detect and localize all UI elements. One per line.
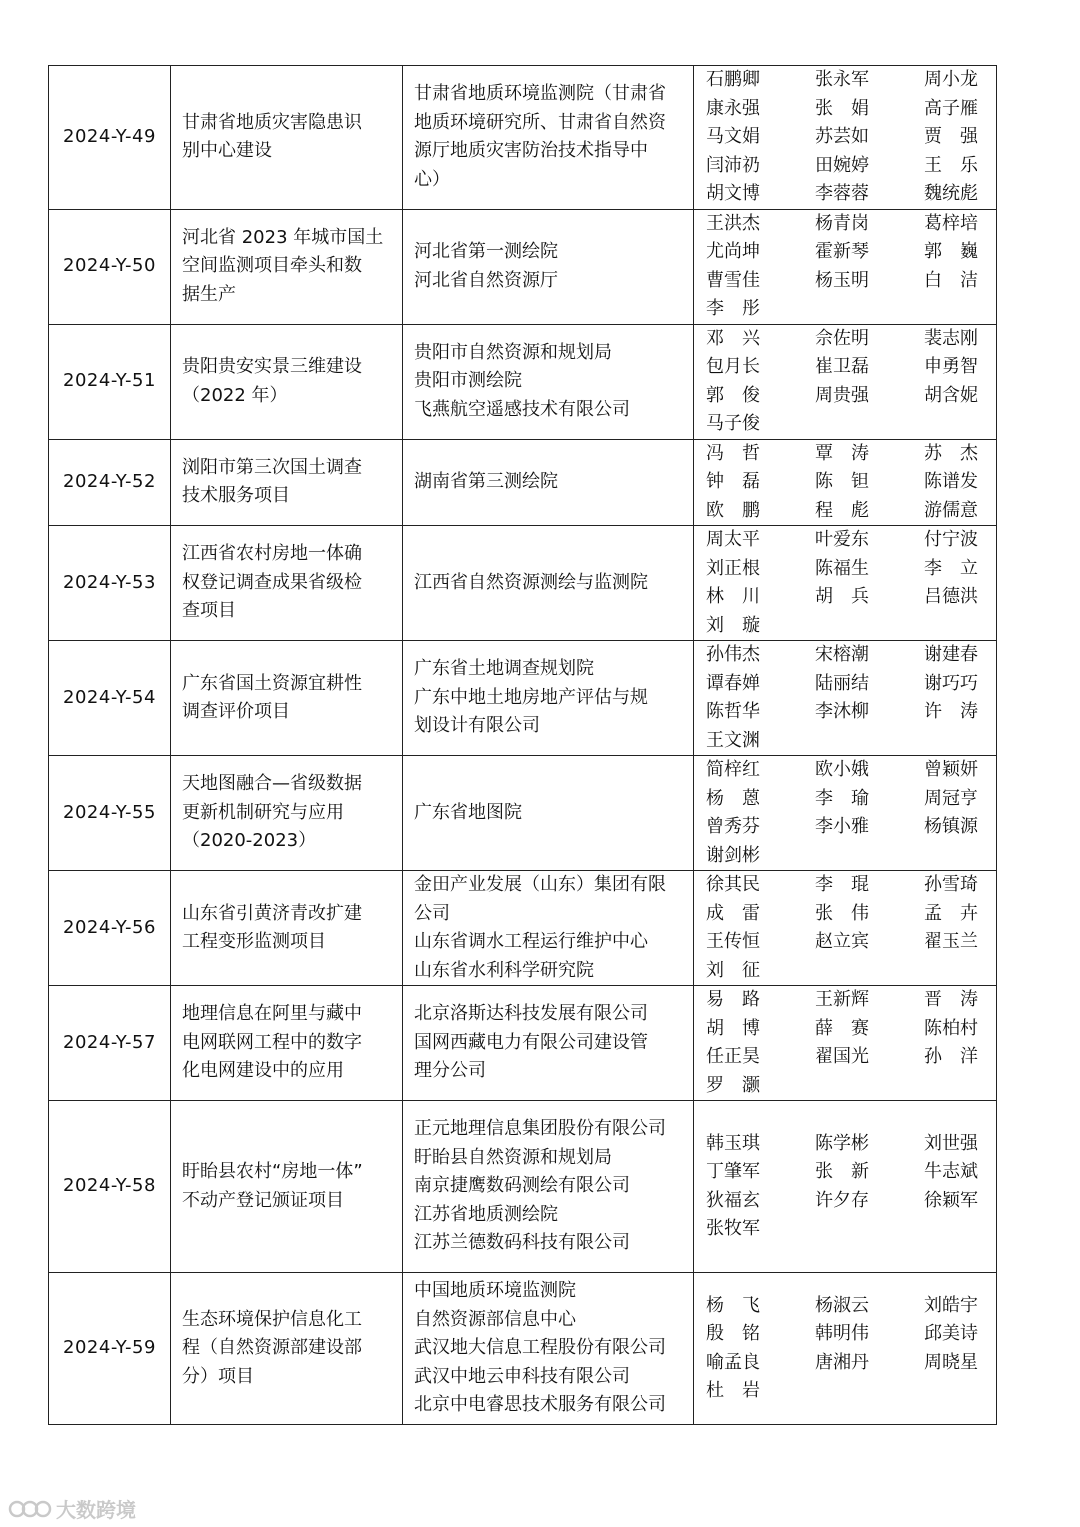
contributor-name: 许 涛 xyxy=(924,701,978,722)
organization-line: 北京洛斯达科技发展有限公司 xyxy=(414,1003,648,1025)
organization-cell xyxy=(403,66,694,210)
contributor-name: 牛志斌 xyxy=(924,1161,978,1182)
contributor-name: 刘世强 xyxy=(924,1132,978,1154)
contributor-name: 陈哲华 xyxy=(706,701,760,722)
organization-line: 北京中电睿思技术服务有限公司 xyxy=(414,1394,666,1416)
organization-line: 南京捷鹰数码测绘有限公司 xyxy=(414,1175,630,1197)
awards-table xyxy=(48,65,997,1425)
contributor-name: 周小龙 xyxy=(924,69,978,90)
contributor-name: 陈 钽 xyxy=(815,471,869,492)
project-name-line: 工程变形监测项目 xyxy=(182,931,326,952)
project-name-cell xyxy=(171,871,403,986)
contributor-name: 罗 灏 xyxy=(706,1074,760,1096)
organization-cell xyxy=(403,871,694,986)
contributor-name: 李 彤 xyxy=(706,298,760,319)
contributor-name: 孙 洋 xyxy=(924,1046,978,1067)
contributor-row xyxy=(706,1072,986,1101)
contributor-name xyxy=(924,410,986,439)
contributors-cell xyxy=(694,1273,997,1425)
awards-table-body xyxy=(49,66,997,1425)
organization-line: 湖南省第三测绘院 xyxy=(414,471,558,492)
contributor-name: 周贵强 xyxy=(815,384,869,406)
contributor-name: 葛梓培 xyxy=(924,212,978,234)
contributor-row xyxy=(706,210,986,239)
contributor-name: 胡 兵 xyxy=(815,586,869,607)
contributor-name: 成 雷 xyxy=(706,902,760,924)
contributor-name xyxy=(815,1377,877,1406)
contributor-name: 李蓉蓉 xyxy=(815,183,869,204)
contributor-row xyxy=(706,1015,986,1044)
contributor-row xyxy=(706,382,986,411)
award-id-cell: 2024-Y-59 xyxy=(49,1273,171,1425)
contributor-name: 崔卫磊 xyxy=(815,356,869,377)
project-name-line: 据生产 xyxy=(182,283,236,305)
contributor-name: 申勇智 xyxy=(924,356,978,377)
award-id-cell: 2024-Y-55 xyxy=(49,756,171,871)
contributor-name: 简梓红 xyxy=(706,759,760,780)
contributor-row xyxy=(706,986,986,1015)
contributor-row xyxy=(706,756,986,785)
organization-cell xyxy=(403,1273,694,1425)
organization-line: 盱眙县自然资源和规划局 xyxy=(414,1146,612,1168)
organization-line: 国网西藏电力有限公司建设管 xyxy=(414,1031,648,1053)
contributor-name: 霍新琴 xyxy=(815,241,869,262)
contributor-row xyxy=(706,325,986,354)
contributor-row xyxy=(706,900,986,929)
contributor-row xyxy=(706,1292,986,1321)
contributor-name: 欧 鹏 xyxy=(706,499,760,521)
contributor-name: 程 彪 xyxy=(815,499,869,521)
contributor-name: 杨淑云 xyxy=(815,1294,869,1316)
watermark xyxy=(8,1494,136,1523)
organization-line: 山东省水利科学研究院 xyxy=(414,959,594,981)
contributor-name: 付宁波 xyxy=(924,529,978,550)
contributor-row xyxy=(706,497,986,526)
contributor-name: 李 瑜 xyxy=(815,787,869,809)
contributor-name xyxy=(815,410,877,439)
contributors-cell xyxy=(694,1101,997,1273)
contributor-name: 许夕存 xyxy=(815,1189,869,1211)
project-name-cell xyxy=(171,986,403,1101)
contributor-name: 王新辉 xyxy=(815,989,869,1010)
project-name-line: 江西省农村房地一体确 xyxy=(182,543,362,565)
contributor-name: 石鹏卿 xyxy=(706,69,760,90)
project-name-line: 分）项目 xyxy=(182,1365,254,1387)
contributor-name: 邓 兴 xyxy=(706,327,760,349)
contributor-name: 曾颖妍 xyxy=(924,759,978,780)
contributor-name: 徐其民 xyxy=(706,874,760,895)
contributors-cell xyxy=(694,641,997,756)
watermark-logo-icon xyxy=(8,1498,52,1520)
award-id-cell: 2024-Y-49 xyxy=(49,66,171,210)
organization-line: 江苏兰德数码科技有限公司 xyxy=(414,1232,630,1254)
contributor-name: 包月长 xyxy=(706,356,760,377)
contributor-row xyxy=(706,152,986,181)
award-id-cell: 2024-Y-54 xyxy=(49,641,171,756)
contributor-name: 张永军 xyxy=(815,69,869,90)
organization-line: 广东中地土地房地产评估与规 xyxy=(414,686,648,708)
project-name-line: 浏阳市第三次国土调查 xyxy=(182,456,362,478)
table-row xyxy=(49,1101,997,1273)
contributor-name: 陈柏村 xyxy=(924,1017,978,1039)
contributor-name xyxy=(815,1215,877,1244)
project-name-line: 贵阳贵安实景三维建设 xyxy=(182,356,362,377)
contributor-name: 周冠亨 xyxy=(924,787,978,809)
contributors-cell xyxy=(694,209,997,324)
contributor-name xyxy=(924,727,986,756)
contributor-row xyxy=(706,670,986,699)
contributor-name: 胡文博 xyxy=(706,183,760,204)
project-name-cell xyxy=(171,66,403,210)
contributor-name: 田婉婷 xyxy=(815,154,869,176)
contributors-cell xyxy=(694,986,997,1101)
contributor-name: 刘正根 xyxy=(706,557,760,579)
contributor-name: 翟国光 xyxy=(815,1046,869,1067)
project-name-line: 山东省引黄济青改扩建 xyxy=(182,902,362,924)
contributor-row xyxy=(706,842,986,871)
award-id-cell: 2024-Y-50 xyxy=(49,209,171,324)
award-id-cell: 2024-Y-57 xyxy=(49,986,171,1101)
organization-cell xyxy=(403,324,694,439)
organization-line: 河北省第一测绘院 xyxy=(414,241,558,262)
contributor-row xyxy=(706,180,986,209)
organization-line: 正元地理信息集团股份有限公司 xyxy=(414,1118,666,1140)
contributor-name xyxy=(815,612,877,641)
project-name-line: 程（自然资源部建设部 xyxy=(182,1337,362,1359)
contributor-name: 杨青岗 xyxy=(815,212,869,234)
contributor-name: 吕德洪 xyxy=(924,586,978,607)
organization-cell xyxy=(403,439,694,526)
contributor-name: 谢剑彬 xyxy=(706,844,760,866)
table-row xyxy=(49,324,997,439)
organization-line: 地质环境研究所、甘肃省自然资 xyxy=(414,111,666,133)
organization-line: 山东省调水工程运行维护中心 xyxy=(414,931,648,952)
organization-cell xyxy=(403,986,694,1101)
contributor-row xyxy=(706,526,986,555)
contributor-name: 刘皓宇 xyxy=(924,1294,978,1316)
contributor-name: 林 川 xyxy=(706,586,760,607)
contributor-name: 赵立宾 xyxy=(815,931,869,952)
contributor-name xyxy=(924,1215,986,1244)
contributor-name: 翟玉兰 xyxy=(924,931,978,952)
project-name-line: 空间监测项目牵头和数 xyxy=(182,255,362,277)
organization-cell xyxy=(403,641,694,756)
contributor-name: 贾 强 xyxy=(924,126,978,147)
contributor-name: 殷 铭 xyxy=(706,1323,760,1344)
contributor-row xyxy=(706,468,986,497)
contributor-name: 胡 博 xyxy=(706,1017,760,1039)
contributor-row xyxy=(706,1377,986,1406)
project-name-line: 甘肃省地质灾害隐患识 xyxy=(182,111,362,133)
contributor-name: 谢巧巧 xyxy=(924,672,978,694)
contributor-name: 王 乐 xyxy=(924,154,978,176)
contributor-name: 狄福玄 xyxy=(706,1189,760,1211)
project-name-cell xyxy=(171,1101,403,1273)
contributors-cell xyxy=(694,439,997,526)
contributor-name: 郭 巍 xyxy=(924,241,978,262)
award-id-cell: 2024-Y-53 xyxy=(49,526,171,641)
watermark-text: 大数跨境 xyxy=(56,1498,136,1522)
contributor-name xyxy=(815,1072,877,1101)
contributor-row xyxy=(706,555,986,584)
contributor-name: 欧小娥 xyxy=(815,759,869,780)
organization-cell xyxy=(403,209,694,324)
contributor-name: 张 新 xyxy=(815,1161,869,1182)
project-name-line: （2022 年） xyxy=(182,384,288,406)
award-id-cell: 2024-Y-58 xyxy=(49,1101,171,1273)
contributor-name: 韩玉琪 xyxy=(706,1132,760,1154)
project-name-line: 技术服务项目 xyxy=(182,485,290,507)
contributor-name: 杨镇源 xyxy=(924,816,978,837)
contributor-name: 易 路 xyxy=(706,989,760,1010)
contributor-row xyxy=(706,410,986,439)
contributor-name: 尤尚坤 xyxy=(706,241,760,262)
contributor-name: 韩明伟 xyxy=(815,1323,869,1344)
contributor-name: 薛 赛 xyxy=(815,1017,869,1039)
contributor-name: 白 洁 xyxy=(924,269,978,291)
contributors-cell xyxy=(694,324,997,439)
contributor-name xyxy=(924,842,986,871)
contributor-name: 马子俊 xyxy=(706,413,760,434)
project-name-line: 电网联网工程中的数字 xyxy=(182,1031,362,1053)
contributor-name: 杨 飞 xyxy=(706,1294,760,1316)
contributor-name: 谢建春 xyxy=(924,644,978,665)
organization-cell xyxy=(403,526,694,641)
table-row xyxy=(49,986,997,1101)
contributor-row xyxy=(706,1320,986,1349)
contributor-name: 苏芸如 xyxy=(815,126,869,147)
project-name-line: 天地图融合—省级数据 xyxy=(182,773,362,795)
contributor-name: 王洪杰 xyxy=(706,212,760,234)
project-name-line: 权登记调查成果省级检 xyxy=(182,571,362,593)
contributor-name: 孙雪琦 xyxy=(924,874,978,895)
contributor-row xyxy=(706,238,986,267)
contributor-row xyxy=(706,1215,986,1244)
contributor-name: 刘 璇 xyxy=(706,614,760,636)
contributor-name: 谭春婵 xyxy=(706,672,760,694)
contributor-name: 杜 岩 xyxy=(706,1380,760,1401)
contributor-name xyxy=(924,957,986,986)
contributor-row xyxy=(706,95,986,124)
contributor-name: 陈谱发 xyxy=(924,471,978,492)
contributor-name: 李沐柳 xyxy=(815,701,869,722)
organization-line: 划设计有限公司 xyxy=(414,715,540,737)
contributor-row xyxy=(706,1158,986,1187)
contributor-name xyxy=(924,612,986,641)
contributor-name: 唐湘丹 xyxy=(815,1351,869,1373)
award-id-cell: 2024-Y-52 xyxy=(49,439,171,526)
contributors-cell xyxy=(694,756,997,871)
project-name-line: 盱眙县农村“房地一体” xyxy=(182,1161,363,1182)
contributor-name: 胡含妮 xyxy=(924,384,978,406)
organization-line: 源厅地质灾害防治技术指导中 xyxy=(414,140,648,162)
contributor-name xyxy=(924,295,986,324)
project-name-line: 调查评价项目 xyxy=(182,701,290,722)
contributor-row xyxy=(706,612,986,641)
project-name-line: 广东省国土资源宜耕性 xyxy=(182,672,362,694)
organization-line: 中国地质环境监测院 xyxy=(414,1280,576,1302)
project-name-cell xyxy=(171,439,403,526)
contributor-name: 刘 征 xyxy=(706,959,760,981)
project-name-line: 河北省 2023 年城市国土 xyxy=(182,226,384,248)
organization-cell xyxy=(403,1101,694,1273)
project-name-line: 更新机制研究与应用 xyxy=(182,801,344,823)
contributor-name: 王传恒 xyxy=(706,931,760,952)
contributor-name: 李小雅 xyxy=(815,816,869,837)
contributor-name: 裴志刚 xyxy=(924,327,978,349)
contributor-row xyxy=(706,1130,986,1159)
contributor-row xyxy=(706,957,986,986)
contributor-row xyxy=(706,66,986,95)
organization-line: 自然资源部信息中心 xyxy=(414,1308,576,1330)
contributor-row xyxy=(706,353,986,382)
project-name-line: 不动产登记颁证项目 xyxy=(182,1189,344,1211)
contributor-name: 晋 涛 xyxy=(924,989,978,1010)
project-name-cell xyxy=(171,641,403,756)
project-name-cell xyxy=(171,1273,403,1425)
organization-line: 金田产业发展（山东）集团有限 xyxy=(414,874,666,895)
table-row xyxy=(49,526,997,641)
contributor-name: 闫沛礽 xyxy=(706,154,760,176)
contributor-name: 苏 杰 xyxy=(924,442,978,464)
contributor-row xyxy=(706,1187,986,1216)
contributor-name: 徐颖军 xyxy=(924,1189,978,1211)
contributor-row xyxy=(706,698,986,727)
contributor-name: 杨玉明 xyxy=(815,269,869,291)
project-name-cell xyxy=(171,209,403,324)
contributor-name: 喻孟良 xyxy=(706,1351,760,1373)
project-name-cell xyxy=(171,756,403,871)
organization-line: 理分公司 xyxy=(414,1060,486,1082)
organization-line: 心） xyxy=(414,168,450,190)
organization-line: 河北省自然资源厅 xyxy=(414,269,558,291)
table-row xyxy=(49,871,997,986)
contributor-name: 郭 俊 xyxy=(706,384,760,406)
contributor-name: 高子雁 xyxy=(924,97,978,119)
contributor-row xyxy=(706,641,986,670)
contributor-name xyxy=(815,957,877,986)
contributor-name: 任正昊 xyxy=(706,1046,760,1067)
organization-line: 江苏省地质测绘院 xyxy=(414,1203,558,1225)
project-name-line: （2020-2023） xyxy=(182,830,317,852)
contributor-name: 张牧军 xyxy=(706,1218,760,1239)
table-row xyxy=(49,66,997,210)
contributors-cell xyxy=(694,66,997,210)
contributor-name: 陈学彬 xyxy=(815,1132,869,1154)
contributor-name: 李 立 xyxy=(924,557,978,579)
organization-line: 甘肃省地质环境监测院（甘肃省 xyxy=(414,83,666,105)
contributor-name: 陈福生 xyxy=(815,557,869,579)
table-row xyxy=(49,209,997,324)
project-name-line: 查项目 xyxy=(182,600,236,622)
contributor-name: 张 娟 xyxy=(815,97,869,119)
table-row xyxy=(49,641,997,756)
contributor-name: 陆丽结 xyxy=(815,672,869,694)
contributor-name: 游儒意 xyxy=(924,499,978,521)
organization-line: 广东省地图院 xyxy=(414,801,522,823)
contributor-name: 孟 卉 xyxy=(924,902,978,924)
contributor-name: 孙伟杰 xyxy=(706,644,760,665)
contributor-name xyxy=(815,727,877,756)
contributor-name: 佘佐明 xyxy=(815,327,869,349)
contributor-name xyxy=(815,295,877,324)
contributor-name: 冯 哲 xyxy=(706,442,760,464)
project-name-line: 化电网建设中的应用 xyxy=(182,1060,344,1082)
contributor-row xyxy=(706,583,986,612)
contributor-name: 叶爱东 xyxy=(815,529,869,550)
contributor-row xyxy=(706,727,986,756)
project-name-line: 地理信息在阿里与藏中 xyxy=(182,1003,362,1025)
contributor-row xyxy=(706,123,986,152)
contributor-name: 张 伟 xyxy=(815,902,869,924)
organization-line: 广东省土地调查规划院 xyxy=(414,658,594,680)
table-row xyxy=(49,756,997,871)
organization-cell xyxy=(403,756,694,871)
contributor-name: 马文娟 xyxy=(706,126,760,147)
award-id-cell: 2024-Y-56 xyxy=(49,871,171,986)
contributor-name: 杨 蒽 xyxy=(706,787,760,809)
contributor-name: 周太平 xyxy=(706,529,760,550)
organization-line: 武汉地大信息工程股份有限公司 xyxy=(414,1337,666,1359)
table-row xyxy=(49,439,997,526)
contributor-name: 钟 磊 xyxy=(706,471,760,492)
project-name-cell xyxy=(171,526,403,641)
contributor-name: 康永强 xyxy=(706,97,760,119)
contributor-row xyxy=(706,1043,986,1072)
organization-line: 飞燕航空遥感技术有限公司 xyxy=(414,398,630,420)
organization-line: 公司 xyxy=(414,902,450,924)
contributor-row xyxy=(706,871,986,900)
award-id-cell: 2024-Y-51 xyxy=(49,324,171,439)
table-row xyxy=(49,1273,997,1425)
contributor-name xyxy=(924,1072,986,1101)
contributor-name: 曹雪佳 xyxy=(706,269,760,291)
contributor-name xyxy=(924,1377,986,1406)
contributor-name: 覃 涛 xyxy=(815,442,869,464)
contributor-row xyxy=(706,928,986,957)
contributor-row xyxy=(706,267,986,296)
project-name-cell xyxy=(171,324,403,439)
contributor-name: 李 琨 xyxy=(815,874,869,895)
organization-line: 武汉中地云申科技有限公司 xyxy=(414,1365,630,1387)
contributors-cell xyxy=(694,871,997,986)
contributor-name: 王文渊 xyxy=(706,729,760,751)
contributor-name: 魏统彪 xyxy=(924,183,978,204)
project-name-line: 别中心建设 xyxy=(182,140,272,162)
project-name-line: 生态环境保护信息化工 xyxy=(182,1308,362,1330)
contributor-row xyxy=(706,813,986,842)
contributor-row xyxy=(706,785,986,814)
contributor-name: 宋榕潮 xyxy=(815,644,869,665)
contributor-name: 周晓星 xyxy=(924,1351,978,1373)
contributors-cell xyxy=(694,526,997,641)
contributor-name: 邱美诗 xyxy=(924,1323,978,1344)
contributor-row xyxy=(706,295,986,324)
contributor-name: 曾秀芬 xyxy=(706,816,760,837)
contributor-row xyxy=(706,440,986,469)
contributor-row xyxy=(706,1349,986,1378)
organization-line: 贵阳市测绘院 xyxy=(414,370,522,392)
organization-line: 江西省自然资源测绘与监测院 xyxy=(414,571,648,593)
contributor-name xyxy=(815,842,877,871)
organization-line: 贵阳市自然资源和规划局 xyxy=(414,341,612,363)
contributor-name: 丁肇军 xyxy=(706,1161,760,1182)
